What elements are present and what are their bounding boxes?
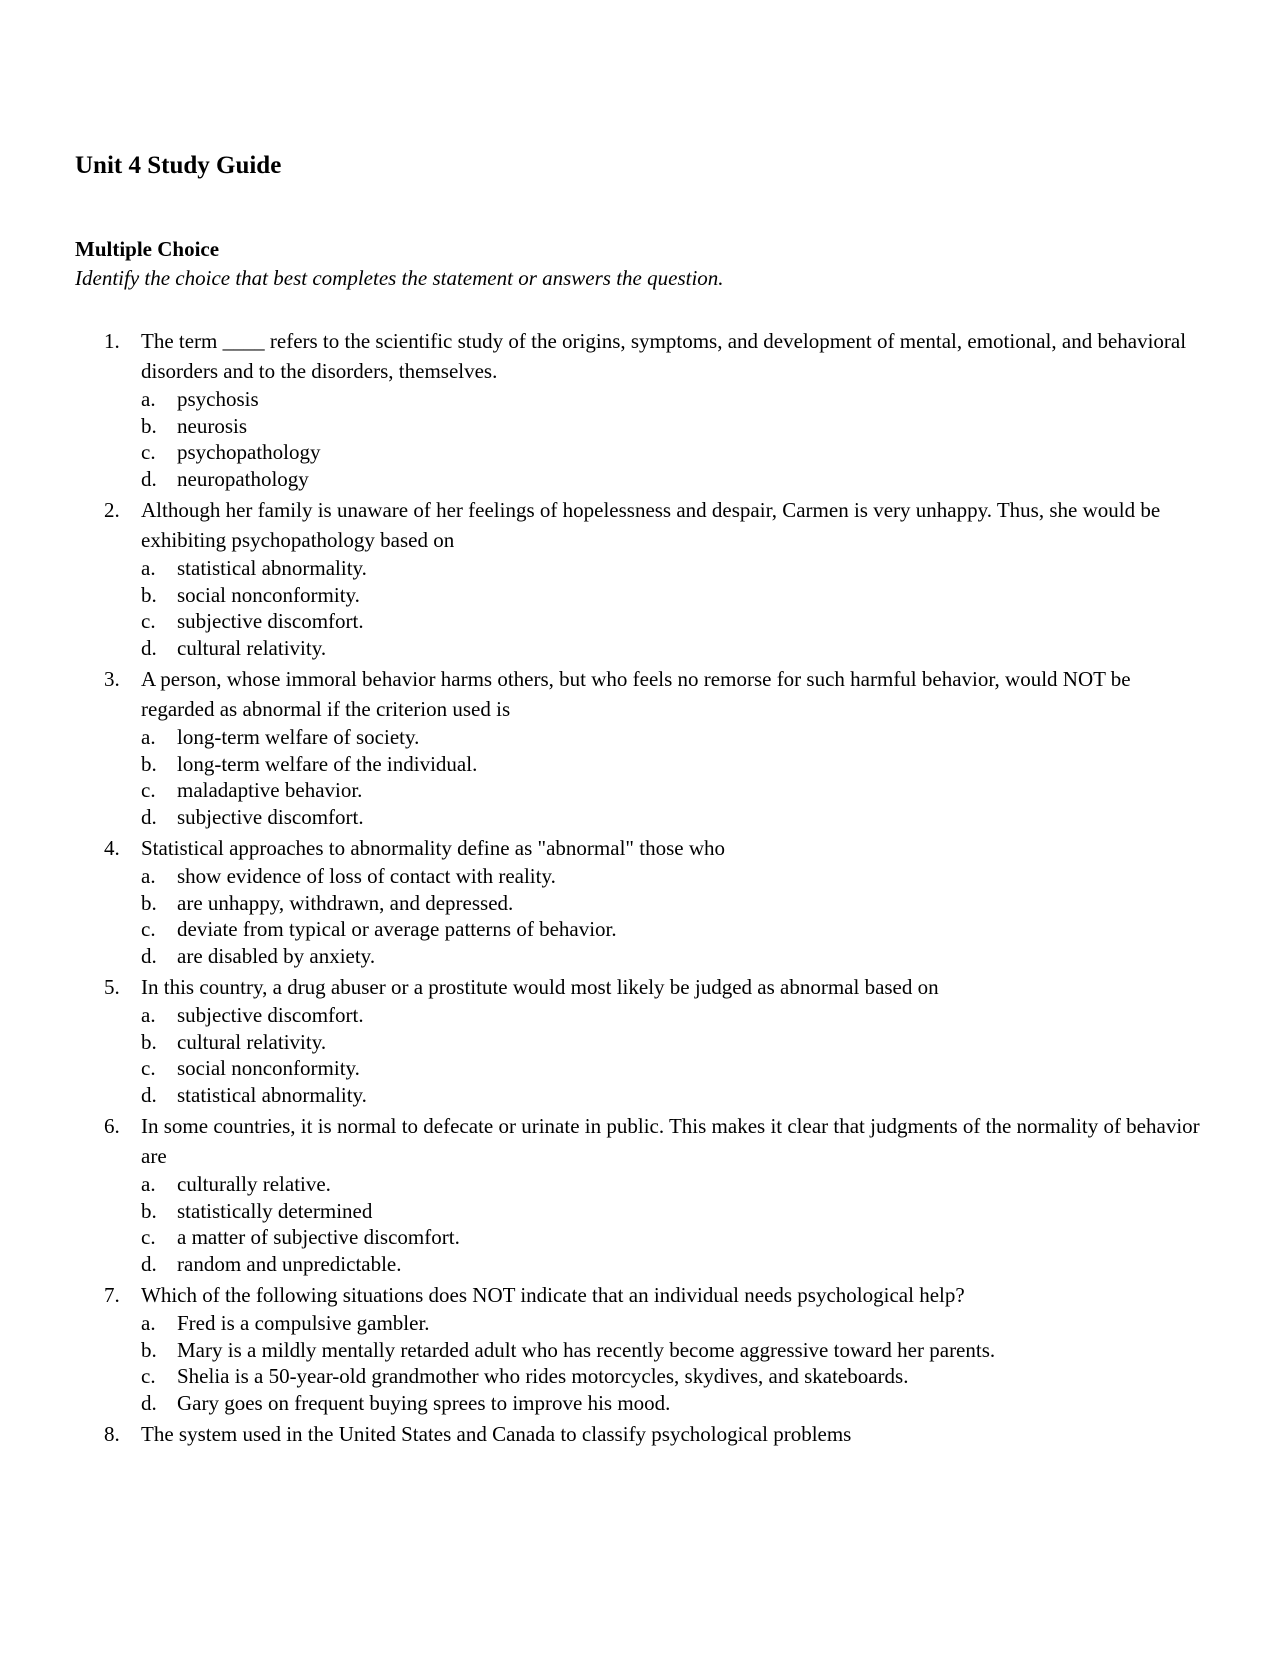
question-stem — [0, 1280, 1201, 1310]
option-b — [0, 751, 1007, 778]
option-list — [0, 863, 1280, 969]
option-a — [0, 863, 1007, 890]
option-c — [0, 608, 1007, 635]
option-text: deviate from typical or average patterns of behavior. — [177, 917, 617, 941]
question-6 — [0, 1111, 1280, 1277]
question-list — [0, 326, 1280, 1449]
option-letter: c. — [141, 1056, 156, 1080]
option-letter: c. — [141, 778, 156, 802]
option-letter: c. — [141, 917, 156, 941]
option-text: subjective discomfort. — [177, 1003, 364, 1027]
option-text: psychopathology — [177, 440, 321, 464]
option-letter: d. — [141, 943, 157, 968]
option-a — [0, 1310, 1007, 1337]
option-list — [0, 386, 1280, 492]
question-text: The system used in the United States and Canada to classify psychological problems — [141, 1422, 852, 1446]
option-letter: a. — [141, 556, 156, 580]
option-letter: d. — [141, 1251, 157, 1276]
option-c — [0, 1224, 1007, 1251]
option-b — [0, 1029, 1007, 1056]
option-text: neuropathology — [177, 466, 309, 491]
option-text: long-term welfare of society. — [177, 725, 420, 749]
option-letter: a. — [141, 725, 156, 749]
option-letter: b. — [141, 413, 157, 438]
question-text: Statistical approaches to abnormality define as "abnormal" those who — [141, 836, 725, 860]
option-letter: b. — [141, 1337, 157, 1362]
option-c — [0, 1055, 1007, 1082]
option-a — [0, 555, 1007, 582]
question-1 — [0, 326, 1280, 492]
option-list — [0, 1310, 1280, 1416]
option-text: are unhappy, withdrawn, and depressed. — [177, 890, 514, 915]
question-number: 4. — [104, 836, 120, 860]
option-list — [0, 555, 1280, 661]
option-letter: d. — [141, 804, 157, 829]
option-text: statistically determined — [177, 1198, 373, 1223]
option-a — [0, 724, 1007, 751]
option-text: cultural relativity. — [177, 1029, 327, 1054]
question-2 — [0, 495, 1280, 661]
question-4 — [0, 833, 1280, 969]
option-c — [0, 916, 1007, 943]
question-number: 1. — [104, 329, 120, 353]
instructions: Identify the choice that best completes the statement or answers the question. — [75, 266, 724, 290]
option-letter: a. — [141, 1311, 156, 1335]
option-a — [0, 1171, 1007, 1198]
question-stem — [0, 495, 1201, 555]
option-text: long-term welfare of the individual. — [177, 751, 478, 776]
question-number: 7. — [104, 1283, 120, 1307]
question-number: 3. — [104, 667, 120, 691]
option-d — [0, 1390, 1007, 1417]
question-text: A person, whose immoral behavior harms others, but who feels no remorse for such harmful behavior, would NOT be regarded as abnormal if the criterion used is — [141, 667, 1131, 721]
option-text: subjective discomfort. — [177, 609, 364, 633]
option-d — [0, 1251, 1007, 1278]
option-d — [0, 943, 1007, 970]
option-text: subjective discomfort. — [177, 804, 364, 829]
option-c — [0, 1363, 1007, 1390]
option-letter: b. — [141, 890, 157, 915]
option-letter: a. — [141, 387, 156, 411]
option-b — [0, 890, 1007, 917]
option-letter: c. — [141, 440, 156, 464]
question-text: Although her family is unaware of her feelings of hopelessness and despair, Carmen is very unhappy. Thus, she would be exhibiting psychopathology based on — [141, 498, 1161, 552]
option-text: maladaptive behavior. — [177, 778, 363, 802]
question-8 — [0, 1419, 1280, 1449]
option-list — [0, 1002, 1280, 1108]
question-stem — [0, 1111, 1201, 1171]
option-letter: b. — [141, 751, 157, 776]
question-stem — [0, 1419, 1201, 1449]
question-stem — [0, 326, 1201, 386]
option-b — [0, 1337, 1007, 1364]
option-text: Shelia is a 50-year-old grandmother who rides motorcycles, skydives, and skateboards. — [177, 1364, 909, 1388]
option-letter: d. — [141, 466, 157, 491]
option-b — [0, 582, 1007, 609]
option-list — [0, 1171, 1280, 1277]
option-a — [0, 1002, 1007, 1029]
option-letter: d. — [141, 635, 157, 660]
option-text: neurosis — [177, 413, 247, 438]
page-title: Unit 4 Study Guide — [75, 152, 282, 179]
option-letter: a. — [141, 864, 156, 888]
option-letter: a. — [141, 1003, 156, 1027]
question-number: 2. — [104, 498, 120, 522]
question-number: 5. — [104, 975, 120, 999]
option-c — [0, 439, 1007, 466]
option-list — [0, 724, 1280, 830]
option-d — [0, 1082, 1007, 1109]
option-text: social nonconformity. — [177, 1056, 360, 1080]
question-number: 8. — [104, 1422, 120, 1446]
option-d — [0, 804, 1007, 831]
option-text: are disabled by anxiety. — [177, 943, 376, 968]
option-b — [0, 1198, 1007, 1225]
option-text: show evidence of loss of contact with reality. — [177, 864, 556, 888]
question-text: In some countries, it is normal to defecate or urinate in public. This makes it clear that judgments of the normality of behavior are — [141, 1114, 1200, 1168]
question-stem — [0, 833, 1201, 863]
option-letter: d. — [141, 1082, 157, 1107]
section-heading: Multiple Choice — [75, 237, 220, 261]
question-text: Which of the following situations does NOT indicate that an individual needs psychological help? — [141, 1283, 965, 1307]
option-c — [0, 777, 1007, 804]
option-a — [0, 386, 1007, 413]
option-text: statistical abnormality. — [177, 1082, 367, 1107]
option-letter: b. — [141, 1198, 157, 1223]
option-text: Gary goes on frequent buying sprees to improve his mood. — [177, 1390, 671, 1415]
option-letter: b. — [141, 582, 157, 607]
option-letter: b. — [141, 1029, 157, 1054]
question-stem — [0, 972, 1201, 1002]
question-text: In this country, a drug abuser or a prostitute would most likely be judged as abnormal based on — [141, 975, 939, 999]
question-3 — [0, 664, 1280, 830]
option-text: random and unpredictable. — [177, 1251, 402, 1276]
option-letter: c. — [141, 1364, 156, 1388]
option-letter: c. — [141, 609, 156, 633]
option-text: culturally relative. — [177, 1172, 331, 1196]
option-letter: a. — [141, 1172, 156, 1196]
question-text: The term ____ refers to the scientific study of the origins, symptoms, and development of mental, emotional, and behavioral disorders and to the disorders, themselves. — [141, 329, 1187, 383]
option-text: social nonconformity. — [177, 582, 360, 607]
question-7 — [0, 1280, 1280, 1416]
option-letter: d. — [141, 1390, 157, 1415]
option-text: Fred is a compulsive gambler. — [177, 1311, 430, 1335]
option-text: cultural relativity. — [177, 635, 327, 660]
option-text: Mary is a mildly mentally retarded adult who has recently become aggressive toward her parents. — [177, 1337, 996, 1362]
option-text: psychosis — [177, 387, 259, 411]
question-number: 6. — [104, 1114, 120, 1138]
option-d — [0, 635, 1007, 662]
option-text: a matter of subjective discomfort. — [177, 1225, 460, 1249]
option-b — [0, 413, 1007, 440]
option-d — [0, 466, 1007, 493]
option-letter: c. — [141, 1225, 156, 1249]
question-5 — [0, 972, 1280, 1108]
option-text: statistical abnormality. — [177, 556, 367, 580]
question-stem — [0, 664, 1201, 724]
